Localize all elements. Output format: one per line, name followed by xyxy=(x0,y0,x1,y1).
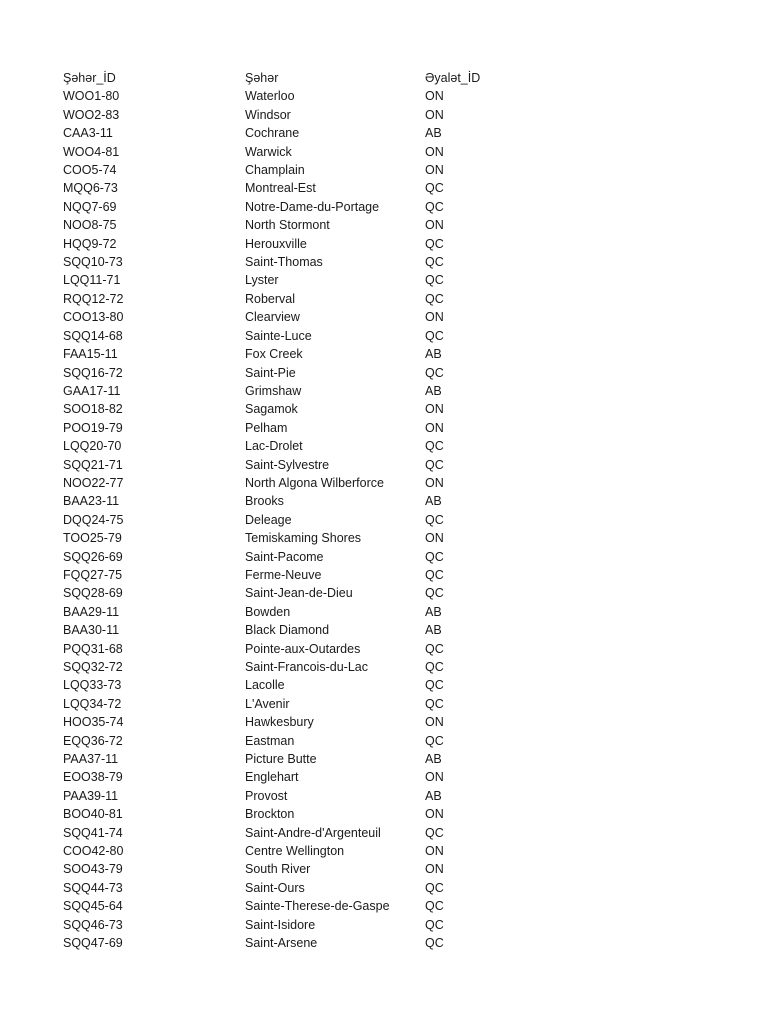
cell-city-id: PAA39-11 xyxy=(63,788,119,803)
table-row xyxy=(63,566,743,584)
cell-city-id: SOO43-79 xyxy=(63,862,123,877)
cell-province-id: QC xyxy=(425,512,444,527)
cell-province-id: QC xyxy=(425,586,444,601)
cell-city: Sagamok xyxy=(245,402,298,417)
cell-city-id: EQQ36-72 xyxy=(63,733,123,748)
cell-city-id: CAA3-11 xyxy=(63,126,113,141)
cell-city: Brooks xyxy=(245,494,284,509)
cell-city-id: COO42-80 xyxy=(63,844,124,859)
cell-province-id: QC xyxy=(425,567,444,582)
table-row xyxy=(63,271,743,289)
cell-province-id: QC xyxy=(425,457,444,472)
cell-city: Deleage xyxy=(245,512,292,527)
cell-city-id: WOO2-83 xyxy=(63,107,120,122)
cell-city: Provost xyxy=(245,788,288,803)
table-row xyxy=(63,124,743,142)
table-row xyxy=(63,824,743,842)
cell-city-id: PQQ31-68 xyxy=(63,641,123,656)
cell-city-id: SQQ32-72 xyxy=(63,660,123,674)
cell-province-id: ON xyxy=(425,807,444,822)
cell-city-id: SQQ28-69 xyxy=(63,586,123,601)
cell-city-id: WOO4-81 xyxy=(63,144,120,159)
cell-city: L'Avenir xyxy=(245,696,290,711)
table-row xyxy=(63,419,743,437)
cell-city-id: SQQ45-64 xyxy=(63,899,123,914)
cell-city: Waterloo xyxy=(245,89,295,104)
cell-city-id: SQQ41-74 xyxy=(63,825,123,840)
table-row xyxy=(63,750,743,768)
table-row xyxy=(63,916,743,934)
table-row xyxy=(63,529,743,547)
cell-city: Montreal-Est xyxy=(245,181,316,196)
cell-city-id: SQQ47-69 xyxy=(63,936,123,951)
cell-city: Saint-Pie xyxy=(245,365,296,380)
table-row xyxy=(63,768,743,786)
table-row xyxy=(63,548,743,566)
cell-city-id: GAA17-11 xyxy=(63,383,121,398)
table-row xyxy=(63,327,743,345)
cell-province-id: QC xyxy=(425,660,444,674)
table-row xyxy=(63,897,743,915)
cell-city: Picture Butte xyxy=(245,752,317,767)
cell-city-id: NOO8-75 xyxy=(63,218,117,233)
cell-city: Sainte-Therese-de-Gaspe xyxy=(245,899,390,914)
cell-city: Fox Creek xyxy=(245,347,303,362)
cell-city: Roberval xyxy=(245,291,296,306)
cell-city-id: BAA29-11 xyxy=(63,604,120,619)
cell-city-id: FQQ27-75 xyxy=(63,567,123,582)
cell-city: Englehart xyxy=(245,770,299,785)
cell-province-id: QC xyxy=(425,917,444,932)
cell-city: Centre Wellington xyxy=(245,844,345,859)
cell-city: Lac-Drolet xyxy=(245,439,303,454)
cell-province-id: QC xyxy=(425,291,444,306)
cell-city-id: POO19-79 xyxy=(63,420,123,435)
table-row xyxy=(63,934,743,952)
cell-province-id: ON xyxy=(425,531,444,546)
cell-province-id: QC xyxy=(425,273,444,288)
cell-province-id: ON xyxy=(425,144,444,159)
cell-province-id: QC xyxy=(425,678,444,693)
cell-city: Saint-Francois-du-Lac xyxy=(245,660,368,674)
cell-city: North Stormont xyxy=(245,218,330,233)
cell-city-id: MQQ6-73 xyxy=(63,181,118,196)
table-row xyxy=(63,603,743,621)
table-row xyxy=(63,640,743,658)
table-row xyxy=(63,658,743,676)
cell-city: Saint-Sylvestre xyxy=(245,457,330,472)
table-row xyxy=(63,235,743,253)
cell-city: Lyster xyxy=(245,273,279,288)
cell-province-id: QC xyxy=(425,936,444,951)
table-row xyxy=(63,584,743,602)
cell-province-id: AB xyxy=(425,752,442,767)
cell-city: Herouxville xyxy=(245,236,307,251)
cell-city-id: SQQ26-69 xyxy=(63,549,123,564)
cell-province-id: ON xyxy=(425,770,444,785)
header-province-id: Əyalət_İD xyxy=(425,71,481,85)
cell-city-id: LQQ20-70 xyxy=(63,439,122,454)
cell-province-id: QC xyxy=(425,255,444,270)
cell-city-id: FAA15-11 xyxy=(63,347,118,362)
cell-city: Saint-Ours xyxy=(245,880,305,895)
cell-city: Temiskaming Shores xyxy=(245,531,362,546)
table-row xyxy=(63,198,743,216)
cell-province-id: AB xyxy=(425,604,442,619)
cell-city: Saint-Jean-de-Dieu xyxy=(245,586,353,601)
table-row xyxy=(63,400,743,418)
table-row xyxy=(63,787,743,805)
table-row xyxy=(63,456,743,474)
table-row xyxy=(63,364,743,382)
cell-city: Saint-Pacome xyxy=(245,549,324,564)
cell-city-id: SQQ10-73 xyxy=(63,255,123,270)
cell-city-id: PAA37-11 xyxy=(63,752,119,767)
cell-province-id: ON xyxy=(425,862,444,877)
cell-city: Brockton xyxy=(245,807,295,822)
table-row xyxy=(63,621,743,639)
cell-province-id: QC xyxy=(425,880,444,895)
cell-province-id: QC xyxy=(425,825,444,840)
header-city-id: Şəhər_İD xyxy=(63,71,116,85)
cell-province-id: QC xyxy=(425,439,444,454)
cell-province-id: AB xyxy=(425,347,442,362)
cell-city-id: SQQ44-73 xyxy=(63,880,123,895)
cell-province-id: ON xyxy=(425,715,444,730)
table-row xyxy=(63,713,743,731)
cell-city-id: COO13-80 xyxy=(63,310,124,325)
cell-city: Warwick xyxy=(245,144,292,159)
cell-city: Cochrane xyxy=(245,126,300,141)
table-row xyxy=(63,805,743,823)
cell-city-id: WOO1-80 xyxy=(63,89,120,104)
cell-city-id: LQQ11-71 xyxy=(63,273,121,288)
cell-city-id: NQQ7-69 xyxy=(63,199,117,214)
cell-city: Grimshaw xyxy=(245,383,302,398)
table-row xyxy=(63,308,743,326)
cell-city: Pelham xyxy=(245,420,288,435)
cell-city-id: LQQ33-73 xyxy=(63,678,122,693)
cell-province-id: ON xyxy=(425,475,444,490)
cell-city: Sainte-Luce xyxy=(245,328,312,343)
cell-city-id: BOO40-81 xyxy=(63,807,123,822)
table-row xyxy=(63,290,743,308)
table-row xyxy=(63,345,743,363)
cell-city: Lacolle xyxy=(245,678,285,693)
cell-city: Saint-Arsene xyxy=(245,936,318,951)
cell-province-id: AB xyxy=(425,494,442,509)
cell-city: Clearview xyxy=(245,310,300,325)
cell-city-id: COO5-74 xyxy=(63,163,117,178)
table-row xyxy=(63,179,743,197)
cell-city-id: BAA23-11 xyxy=(63,494,120,509)
cell-province-id: QC xyxy=(425,899,444,914)
table-row xyxy=(63,253,743,271)
cell-province-id: AB xyxy=(425,126,442,141)
cell-city-id: SQQ16-72 xyxy=(63,365,123,380)
table-row xyxy=(63,842,743,860)
table-row xyxy=(63,216,743,234)
cell-city: Bowden xyxy=(245,604,291,619)
cell-city: Saint-Andre-d'Argenteuil xyxy=(245,825,381,840)
cell-city-id: HQQ9-72 xyxy=(63,236,117,251)
table-body xyxy=(63,87,743,952)
cell-city-id: EOO38-79 xyxy=(63,770,123,785)
cell-city-id: NOO22-77 xyxy=(63,475,124,490)
table-row xyxy=(63,437,743,455)
cell-city-id: SOO18-82 xyxy=(63,402,123,417)
cell-province-id: ON xyxy=(425,107,444,122)
cell-city-id: LQQ34-72 xyxy=(63,696,122,711)
cell-province-id: ON xyxy=(425,844,444,859)
table-row xyxy=(63,695,743,713)
cell-province-id: QC xyxy=(425,181,444,196)
cell-city-id: SQQ46-73 xyxy=(63,917,123,932)
cell-province-id: ON xyxy=(425,420,444,435)
cell-province-id: ON xyxy=(425,163,444,178)
header-city: Şəhər xyxy=(245,71,279,85)
cell-city: Ferme-Neuve xyxy=(245,567,322,582)
cell-province-id: QC xyxy=(425,733,444,748)
cell-city: North Algona Wilberforce xyxy=(245,475,384,490)
cell-province-id: QC xyxy=(425,696,444,711)
cell-city: South River xyxy=(245,862,311,877)
table-row xyxy=(63,732,743,750)
cell-city: Black Diamond xyxy=(245,623,330,638)
cell-province-id: ON xyxy=(425,218,444,233)
cell-city: Champlain xyxy=(245,163,305,178)
cell-province-id: AB xyxy=(425,788,442,803)
table-row xyxy=(63,492,743,510)
cell-city: Windsor xyxy=(245,107,291,122)
table-row xyxy=(63,511,743,529)
table-row xyxy=(63,143,743,161)
table-row xyxy=(63,382,743,400)
cell-city-id: HOO35-74 xyxy=(63,715,124,730)
table-row xyxy=(63,676,743,694)
cell-province-id: QC xyxy=(425,236,444,251)
cell-city: Saint-Isidore xyxy=(245,917,316,932)
cell-province-id: QC xyxy=(425,641,444,656)
cell-city-id: DQQ24-75 xyxy=(63,512,124,527)
cell-province-id: QC xyxy=(425,328,444,343)
cell-city: Pointe-aux-Outardes xyxy=(245,641,361,656)
cell-city-id: SQQ21-71 xyxy=(63,457,123,472)
table-row xyxy=(63,879,743,897)
table-row xyxy=(63,87,743,105)
city-table xyxy=(63,69,743,953)
cell-city-id: RQQ12-72 xyxy=(63,291,124,306)
cell-province-id: ON xyxy=(425,89,444,104)
table-row xyxy=(63,860,743,878)
cell-province-id: QC xyxy=(425,549,444,564)
cell-province-id: QC xyxy=(425,365,444,380)
table-header xyxy=(63,69,743,87)
table-row xyxy=(63,474,743,492)
cell-province-id: AB xyxy=(425,383,442,398)
table-row xyxy=(63,161,743,179)
cell-city-id: TOO25-79 xyxy=(63,531,122,546)
cell-city: Notre-Dame-du-Portage xyxy=(245,199,380,214)
cell-province-id: AB xyxy=(425,623,442,638)
cell-province-id: ON xyxy=(425,402,444,417)
cell-province-id: QC xyxy=(425,199,444,214)
cell-province-id: ON xyxy=(425,310,444,325)
cell-city: Saint-Thomas xyxy=(245,255,323,270)
cell-city: Hawkesbury xyxy=(245,715,314,730)
cell-city-id: BAA30-11 xyxy=(63,623,120,638)
cell-city-id: SQQ14-68 xyxy=(63,328,123,343)
cell-city: Eastman xyxy=(245,733,295,748)
table-row xyxy=(63,106,743,124)
